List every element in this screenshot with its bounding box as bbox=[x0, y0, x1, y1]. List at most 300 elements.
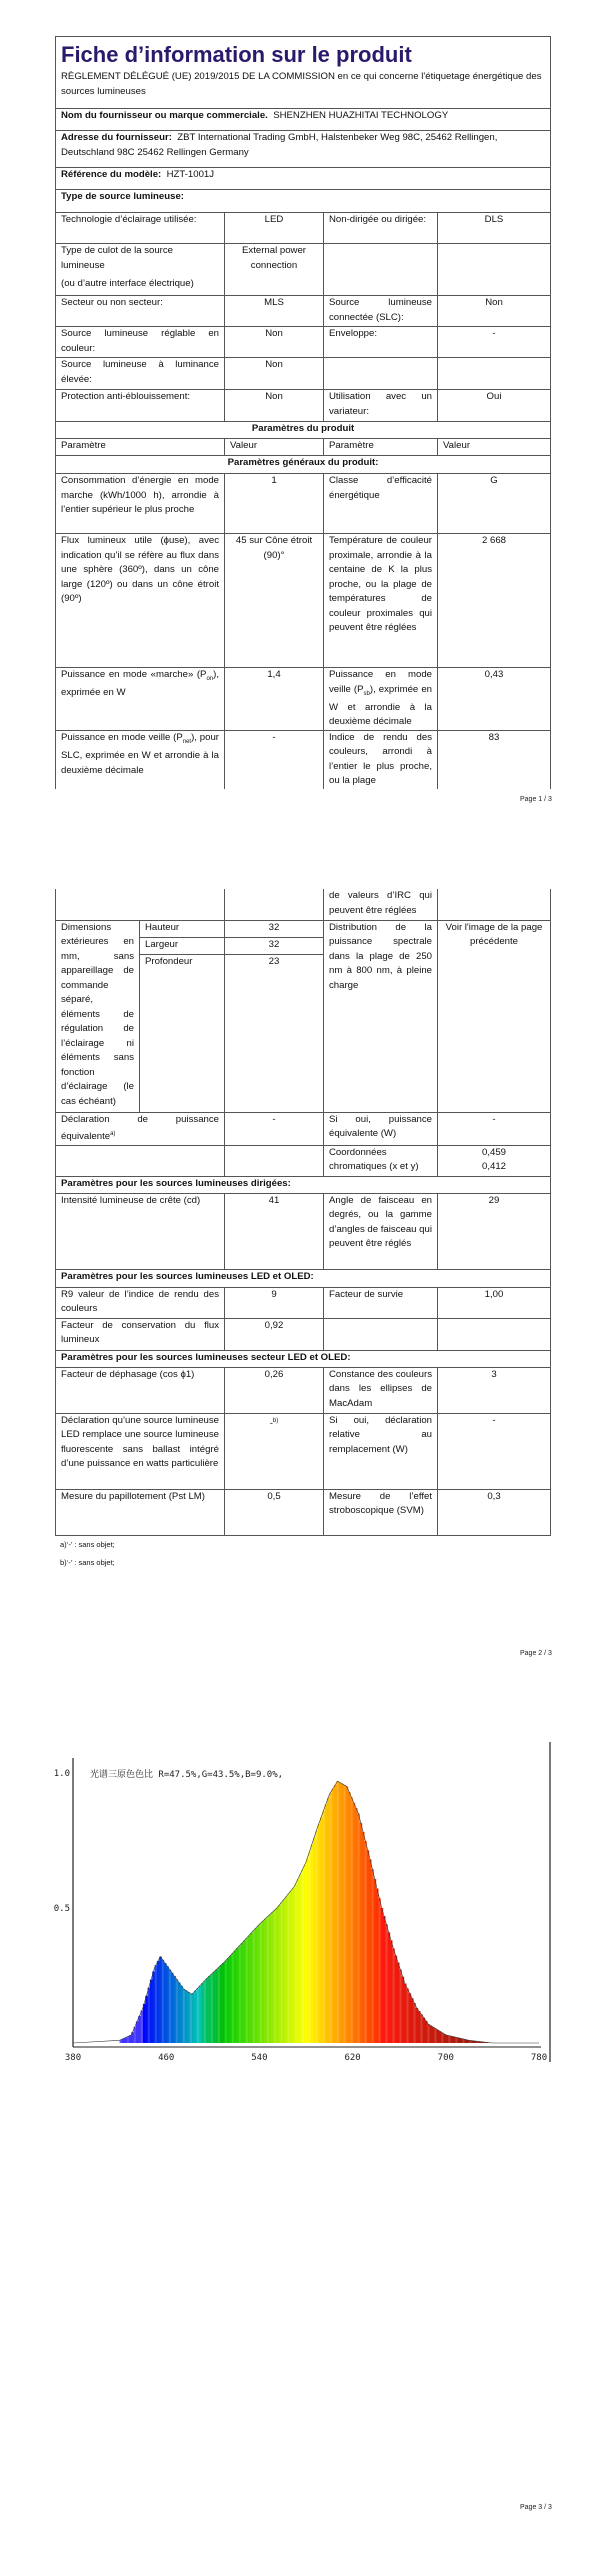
spectrum-bar bbox=[416, 2008, 419, 2043]
spectrum-bar bbox=[224, 1961, 227, 2043]
param-label-line: Type de culot de la source lumineuse bbox=[61, 245, 173, 271]
spectrum-bar bbox=[423, 2018, 426, 2043]
spectrum-bar bbox=[427, 2024, 430, 2043]
header-cell bbox=[56, 37, 551, 109]
address-row bbox=[56, 131, 551, 168]
spectrum-bar bbox=[150, 1980, 153, 2043]
spectrum-bar bbox=[360, 1823, 363, 2043]
param-value: Non bbox=[225, 358, 324, 390]
table-row bbox=[56, 1367, 551, 1413]
column-header-row bbox=[56, 439, 551, 456]
spectrum-bar bbox=[304, 1865, 307, 2043]
spectrum-bar bbox=[378, 1898, 381, 2043]
spectrum-bar bbox=[404, 1984, 407, 2043]
param-label: Coordonnées chromatiques (x et y) bbox=[324, 1145, 438, 1176]
spectrum-bar bbox=[350, 1797, 353, 2043]
empty-cell bbox=[225, 1145, 324, 1176]
spectrum-bar bbox=[332, 1789, 335, 2043]
param-label bbox=[324, 668, 438, 731]
table-row bbox=[56, 1413, 551, 1489]
spectrum-bar bbox=[434, 2028, 437, 2043]
param-value: 45 sur Cône étroit (90)° bbox=[225, 534, 324, 668]
spectrum-bar bbox=[269, 1914, 272, 2043]
spectrum-bar bbox=[290, 1891, 293, 2043]
column-header-param: Paramètre bbox=[56, 439, 225, 456]
product-info-table-page2 bbox=[55, 889, 551, 1536]
param-label: Mesure de l’effet stroboscopique (SVM) bbox=[324, 1489, 438, 1535]
spectrum-bar bbox=[357, 1814, 360, 2044]
spectrum-bar bbox=[313, 1838, 316, 2043]
param-value bbox=[438, 358, 551, 390]
spectrum-bar bbox=[210, 1974, 213, 2043]
empty-cell bbox=[438, 889, 551, 920]
param-label: Dimensions extérieures en mm, sans appareillage de commande séparé, éléments de régulation de l’éclairage ni éléments sans fonction d’éclairage (le cas échéant) bbox=[56, 920, 140, 1112]
spectrum-bar bbox=[192, 1993, 195, 2043]
supplier-row bbox=[56, 109, 551, 131]
param-label: Facteur de déphasage (cos ϕ1) bbox=[56, 1367, 225, 1413]
param-label bbox=[56, 244, 225, 296]
param-value: 41 bbox=[225, 1193, 324, 1269]
spectrum-bar bbox=[355, 1808, 358, 2043]
spectrum-bar bbox=[374, 1879, 377, 2043]
param-label: Non-dirigée ou dirigée: bbox=[324, 213, 438, 244]
spectrum-bar bbox=[341, 1784, 344, 2043]
spectrum-bar bbox=[343, 1785, 346, 2043]
empty-cell bbox=[56, 1145, 225, 1176]
spectrum-bar bbox=[320, 1817, 323, 2043]
mains-title: Paramètres pour les sources lumineuses secteur LED et OLED: bbox=[56, 1350, 551, 1367]
spectrum-bar bbox=[155, 1965, 158, 2043]
spectrum-bar bbox=[292, 1888, 295, 2043]
table-row bbox=[56, 1318, 551, 1350]
spectrum-bar bbox=[301, 1869, 304, 2043]
spectrum-bar bbox=[446, 2035, 449, 2043]
spectrum-bar bbox=[329, 1793, 332, 2043]
param-label bbox=[324, 244, 438, 296]
param-label-line: (ou d’autre interface électrique) bbox=[61, 278, 194, 289]
spectrum-bar bbox=[185, 1991, 188, 2043]
param-value: G bbox=[438, 474, 551, 534]
led-title: Paramètres pour les sources lumineuses LED et OLED: bbox=[56, 1269, 551, 1287]
spectrum-bar bbox=[439, 2031, 442, 2043]
table-row bbox=[56, 889, 551, 920]
param-label: Facteur de survie bbox=[324, 1287, 438, 1318]
page-number: Page 3 / 3 bbox=[520, 2504, 552, 2511]
spectrum-bar bbox=[334, 1785, 337, 2043]
spectrum-bar bbox=[299, 1874, 302, 2043]
spectrum-bar bbox=[234, 1951, 237, 2043]
spectrum-bar bbox=[169, 1970, 172, 2043]
param-label: Secteur ou non secteur: bbox=[56, 296, 225, 327]
param-label: Distribution de la puissance spectrale dans la plage de 250 nm à 800 nm, à pleine charge bbox=[324, 920, 438, 1112]
param-label: Classe d’efficacité énergétique bbox=[324, 474, 438, 534]
dimension-label: Largeur bbox=[140, 937, 225, 954]
param-value bbox=[225, 1413, 324, 1489]
spectrum-bar bbox=[453, 2037, 456, 2043]
spectrum-bar bbox=[259, 1923, 262, 2043]
spectrum-bar bbox=[245, 1938, 248, 2043]
spectrum-bar bbox=[157, 1961, 160, 2043]
param-value: 0,43 bbox=[438, 668, 551, 731]
spectrum-bar bbox=[297, 1879, 300, 2043]
spectrum-bar bbox=[311, 1845, 314, 2043]
param-value bbox=[438, 1145, 551, 1176]
param-value bbox=[438, 1318, 551, 1350]
spectrum-bar bbox=[145, 1996, 148, 2043]
param-value: 2 668 bbox=[438, 534, 551, 668]
spectrum-bar bbox=[294, 1884, 297, 2043]
table-row bbox=[56, 1145, 551, 1176]
spectrum-bar bbox=[322, 1811, 325, 2043]
footnote-b: b)‘-’ : sans objet; bbox=[60, 1558, 115, 1567]
param-value: - bbox=[438, 327, 551, 358]
spectrum-bar bbox=[364, 1841, 367, 2043]
param-value: 1,4 bbox=[225, 668, 324, 731]
table-row bbox=[56, 668, 551, 731]
spectrum-bar bbox=[208, 1976, 211, 2043]
param-label bbox=[56, 730, 225, 789]
param-label: Si oui, puissance équivalente (W) bbox=[324, 1112, 438, 1145]
x-tick-label: 780 bbox=[530, 2053, 548, 2063]
spectrum-bar bbox=[178, 1983, 181, 2043]
spectrum-bar bbox=[229, 1956, 232, 2043]
spectrum-bar bbox=[353, 1803, 356, 2043]
spectrum-bar bbox=[381, 1908, 384, 2043]
y-tick-label: 0.5 bbox=[53, 1904, 70, 1914]
spectrum-bar bbox=[215, 1970, 218, 2043]
x-tick-label: 380 bbox=[64, 2053, 82, 2063]
spectrum-bar bbox=[383, 1916, 386, 2043]
spectrum-bar bbox=[152, 1971, 155, 2043]
spectrum-bar bbox=[148, 1988, 151, 2043]
param-value: 1,00 bbox=[438, 1287, 551, 1318]
param-value: Non bbox=[225, 327, 324, 358]
subscript: net bbox=[182, 738, 192, 745]
column-header-value: Valeur bbox=[225, 439, 324, 456]
param-value: - bbox=[438, 1413, 551, 1489]
spectrum-bar bbox=[392, 1949, 395, 2044]
spectrum-bar bbox=[369, 1859, 372, 2043]
spectrum-bar bbox=[367, 1850, 370, 2043]
spectrum-bar bbox=[236, 1948, 239, 2043]
column-header-value: Valeur bbox=[438, 439, 551, 456]
spectrum-bar bbox=[336, 1781, 339, 2043]
spectrum-bar bbox=[129, 2035, 132, 2043]
spectrum-bar bbox=[180, 1986, 183, 2043]
spectrum-bar bbox=[457, 2038, 460, 2043]
spectrum-bar bbox=[425, 2021, 428, 2043]
param-label: Constance des couleurs dans les ellipses de MacAdam bbox=[324, 1367, 438, 1413]
model-value: HZT-1001J bbox=[166, 169, 215, 180]
spectrum-bar bbox=[455, 2037, 458, 2043]
spectrum-bar bbox=[166, 1966, 169, 2043]
spectrum-bar bbox=[266, 1917, 269, 2043]
spectrum-bar bbox=[308, 1852, 311, 2043]
param-value: Voir l'image de la page précédente bbox=[438, 920, 551, 1112]
spectrum-bar bbox=[173, 1976, 176, 2043]
spectrum-bar bbox=[231, 1953, 234, 2043]
spectrum-bar bbox=[388, 1932, 391, 2043]
spectrum-bar bbox=[201, 1983, 204, 2043]
general-title: Paramètres généraux du produit: bbox=[56, 456, 551, 474]
spectrum-bar bbox=[397, 1963, 400, 2043]
param-label: Source lumineuse connectée (SLC): bbox=[324, 296, 438, 327]
spectrum-bar bbox=[448, 2036, 451, 2043]
dimension-label: Hauteur bbox=[140, 920, 225, 937]
spectrum-bar bbox=[429, 2026, 432, 2043]
spectrum-bar bbox=[443, 2034, 446, 2043]
param-value: Oui bbox=[438, 390, 551, 422]
table-row bbox=[56, 1193, 551, 1269]
spectrum-bar bbox=[162, 1960, 165, 2043]
param-value: LED bbox=[225, 213, 324, 244]
spectrum-bar bbox=[385, 1924, 388, 2043]
x-tick-label: 700 bbox=[437, 2053, 454, 2063]
spectrum-bar bbox=[273, 1910, 276, 2043]
param-value: - bbox=[225, 1112, 324, 1145]
param-label bbox=[56, 1112, 225, 1145]
param-label: Protection anti-éblouissement: bbox=[56, 390, 225, 422]
param-value: - bbox=[225, 730, 324, 789]
spectrum-bar bbox=[203, 1981, 206, 2043]
param-label: Angle de faisceau en degrés, ou la gamme d’angles de faisceau qui peuvent être réglés bbox=[324, 1193, 438, 1269]
footnote-a: a)‘-’ : sans objet; bbox=[60, 1540, 115, 1549]
param-value: Non bbox=[438, 296, 551, 327]
spectrum-bar bbox=[399, 1970, 402, 2043]
spectrum-bar bbox=[318, 1824, 321, 2043]
spectrum-bar bbox=[222, 1963, 225, 2043]
text: - bbox=[269, 1417, 273, 1429]
empty-cell bbox=[225, 889, 324, 920]
regulation-text: RÈGLEMENT DÉLÉGUÉ (UE) 2019/2015 DE LA COMMISSION en ce qui concerne l'étiquetage énergétique des sources lumineuses bbox=[61, 71, 542, 97]
param-label: Technologie d’éclairage utilisée: bbox=[56, 213, 225, 244]
table-row bbox=[56, 327, 551, 358]
param-label: Consommation d’énergie en mode marche (kWh/1000 h), arrondie à l’entier supérieur le plus proche bbox=[56, 474, 225, 534]
param-label: de valeurs d’IRC qui peuvent être réglées bbox=[324, 889, 438, 920]
y-tick-label: 1.0 bbox=[53, 1769, 70, 1779]
table-row bbox=[56, 1287, 551, 1318]
text: Puissance en mode «marche» (P bbox=[61, 669, 207, 680]
spectrum-bar bbox=[346, 1787, 349, 2044]
spectrum-bar bbox=[264, 1919, 267, 2043]
spectrum-bar bbox=[143, 2004, 146, 2043]
spectrum-bar bbox=[252, 1931, 255, 2044]
table-row bbox=[56, 213, 551, 244]
page-number: Page 2 / 3 bbox=[520, 1650, 552, 1657]
spectrum-bar bbox=[238, 1946, 241, 2043]
param-value: DLS bbox=[438, 213, 551, 244]
param-value: 29 bbox=[438, 1193, 551, 1269]
spectrum-bar bbox=[280, 1902, 283, 2043]
spectrum-bar bbox=[395, 1956, 398, 2043]
param-value: 83 bbox=[438, 730, 551, 789]
directional-title: Paramètres pour les sources lumineuses dirigées: bbox=[56, 1176, 551, 1193]
text: Puissance en mode veille (P bbox=[329, 669, 432, 695]
spectrum-bar bbox=[250, 1933, 253, 2043]
param-value: 0,92 bbox=[225, 1318, 324, 1350]
table-row bbox=[56, 1489, 551, 1535]
spectrum-bar bbox=[460, 2038, 463, 2043]
spectrum-bar bbox=[315, 1831, 318, 2043]
spectrum-bar bbox=[262, 1921, 265, 2043]
spectrum-bar bbox=[271, 1912, 274, 2043]
spectrum-bar bbox=[190, 1994, 193, 2043]
spectrum-bar bbox=[432, 2027, 435, 2043]
product-info-table-page1 bbox=[55, 36, 551, 789]
spectrum-bar bbox=[278, 1905, 281, 2043]
source-type-title: Type de source lumineuse: bbox=[56, 190, 551, 213]
params-title: Paramètres du produit bbox=[56, 422, 551, 439]
param-value: 0,3 bbox=[438, 1489, 551, 1535]
spectrum-bar bbox=[138, 2016, 141, 2043]
column-header-param: Paramètre bbox=[324, 439, 438, 456]
page-number: Page 1 / 3 bbox=[520, 796, 552, 803]
text: ), pour SLC, exprimée en W et arrondie à la deuxième décimale bbox=[61, 731, 219, 776]
spectrum-bar bbox=[141, 2011, 144, 2043]
spectrum-bar bbox=[164, 1963, 167, 2043]
dimension-value: 23 bbox=[225, 954, 324, 1112]
page-title: Fiche d’information sur le produit bbox=[61, 42, 412, 67]
spectrum-bar bbox=[450, 2036, 453, 2043]
supplier-value: SHENZHEN HUAZHITAI TECHNOLOGY bbox=[273, 110, 449, 121]
footnote-ref: b) bbox=[272, 1417, 279, 1424]
spectrum-bar bbox=[136, 2021, 139, 2043]
table-row bbox=[56, 920, 551, 937]
spectrum-bar bbox=[406, 1988, 409, 2043]
spectrum-bar bbox=[176, 1979, 179, 2043]
spectrum-bar bbox=[402, 1977, 405, 2043]
param-label bbox=[324, 1318, 438, 1350]
param-label: Facteur de conservation du flux lumineux bbox=[56, 1318, 225, 1350]
param-value: 1 bbox=[225, 474, 324, 534]
param-value: 9 bbox=[225, 1287, 324, 1318]
model-row bbox=[56, 168, 551, 190]
param-value: Non bbox=[225, 390, 324, 422]
spectrum-bar bbox=[243, 1941, 246, 2043]
spectrum-bar bbox=[420, 2014, 423, 2043]
text: Déclaration de puissance équivalente bbox=[61, 1113, 219, 1143]
x-tick-label: 460 bbox=[158, 2053, 175, 2063]
param-label: Source lumineuse réglable en couleur: bbox=[56, 327, 225, 358]
footnote-ref: a) bbox=[110, 1131, 116, 1137]
spectrum-bar bbox=[436, 2030, 439, 2043]
dimension-value: 32 bbox=[225, 920, 324, 937]
spectrum-bar bbox=[462, 2039, 465, 2043]
chromaticity-y: 0,412 bbox=[481, 1161, 506, 1173]
spectrum-bar bbox=[187, 1992, 190, 2043]
x-tick-label: 620 bbox=[344, 2053, 361, 2063]
model-label: Référence du modèle: bbox=[61, 169, 162, 180]
table-row bbox=[56, 296, 551, 327]
spectrum-bar bbox=[276, 1908, 279, 2043]
spectrum-bar bbox=[306, 1859, 309, 2043]
spectrum-bar bbox=[371, 1869, 374, 2043]
spectrum-bar bbox=[376, 1889, 379, 2043]
spectrum-bar bbox=[124, 2038, 127, 2043]
spectrum-bar bbox=[390, 1940, 393, 2043]
spectrum-bar bbox=[227, 1958, 230, 2043]
subscript: on bbox=[206, 675, 214, 682]
spectrum-bar bbox=[287, 1894, 290, 2043]
supplier-label: Nom du fournisseur ou marque commerciale. bbox=[61, 110, 268, 121]
param-label: Flux lumineux utile (ɸuse), avec indication qu’il se réfère au flux dans une sphère (360º), dans un cône large (120º) ou dans un cône étroit (90º) bbox=[56, 534, 225, 668]
spectrum-bar bbox=[159, 1957, 162, 2043]
param-label: Indice de rendu des couleurs, arrondi à l’entier le plus proche, ou la plage bbox=[324, 730, 438, 789]
spectrum-bar bbox=[325, 1804, 328, 2043]
param-label: Déclaration qu’une source lumineuse LED remplace une source lumineuse fluorescente sans ballast intégré d’une puissance en watts particulière bbox=[56, 1413, 225, 1489]
chromaticity-x: 0,459 bbox=[481, 1146, 506, 1158]
spectrum-bar bbox=[171, 1973, 174, 2043]
spectrum-bar bbox=[199, 1986, 202, 2043]
spectrum-bar bbox=[418, 2011, 421, 2043]
spectrum-bar bbox=[327, 1798, 330, 2043]
param-value: 0,5 bbox=[225, 1489, 324, 1535]
param-label: Enveloppe: bbox=[324, 327, 438, 358]
address-label: Adresse du fournisseur: bbox=[61, 132, 172, 143]
param-value: External power connection bbox=[225, 244, 324, 296]
param-label: Utilisation avec un variateur: bbox=[324, 390, 438, 422]
spectrum-bar bbox=[127, 2037, 130, 2043]
spectrum-bar bbox=[213, 1972, 216, 2043]
table-row bbox=[56, 358, 551, 390]
spectrum-bar bbox=[362, 1832, 365, 2043]
spectrum-bar bbox=[413, 2003, 416, 2043]
param-label: Intensité lumineuse de crête (cd) bbox=[56, 1193, 225, 1269]
spectrum-bar bbox=[441, 2033, 444, 2043]
text: Puissance en mode veille (P bbox=[61, 731, 183, 743]
spectrum-bar bbox=[348, 1792, 351, 2043]
address-value: ZBT International Trading GmbH, Halstenbeker Weg 98C, 25462 Rellingen, Deutschland 98C 25462 Rellingen Germany bbox=[61, 132, 498, 158]
param-label: Mesure du papillotement (Pst LM) bbox=[56, 1489, 225, 1535]
spectrum-bar bbox=[257, 1925, 260, 2043]
chart-title: 光谱三原色色比 R=47.5%,G=43.5%,B=9.0%, bbox=[90, 1770, 284, 1780]
spectrum-bar bbox=[248, 1936, 251, 2043]
table-row bbox=[56, 390, 551, 422]
spectrum-bar bbox=[409, 1993, 412, 2043]
param-label bbox=[56, 668, 225, 731]
spectrum-bar bbox=[183, 1989, 186, 2043]
spectrum-bar bbox=[206, 1978, 209, 2043]
spectrum-bar bbox=[283, 1899, 286, 2043]
x-tick-label: 540 bbox=[251, 2053, 268, 2063]
param-label: Si oui, déclaration relative au remplacement (W) bbox=[324, 1413, 438, 1489]
spectrum-bar bbox=[220, 1965, 223, 2043]
param-label bbox=[324, 358, 438, 390]
spectrum-bar bbox=[339, 1782, 342, 2043]
table-row bbox=[56, 534, 551, 668]
text: ), exprimée en W et arrondie à la deuxième décimale bbox=[329, 683, 432, 728]
param-label: R9 valeur de l’indice de rendu des couleurs bbox=[56, 1287, 225, 1318]
subscript: sb bbox=[363, 690, 370, 697]
param-value bbox=[438, 244, 551, 296]
param-value: 0,26 bbox=[225, 1367, 324, 1413]
spectrum-bar bbox=[196, 1988, 199, 2043]
param-label: Température de couleur proximale, arrondie à la centaine de K la plus proche, ou la plage de températures de couleur proximales qui peuvent être réglées bbox=[324, 534, 438, 668]
dimension-label: Profondeur bbox=[140, 954, 225, 1112]
table-row bbox=[56, 244, 551, 296]
table-row bbox=[56, 730, 551, 789]
spectrum-bar bbox=[255, 1928, 258, 2043]
param-label: Source lumineuse à luminance élevée: bbox=[56, 358, 225, 390]
param-value: MLS bbox=[225, 296, 324, 327]
text: ), exprimée en W bbox=[61, 669, 219, 699]
table-row bbox=[56, 474, 551, 534]
spectrum-bar bbox=[285, 1896, 288, 2043]
empty-cell bbox=[56, 889, 225, 920]
param-value: - bbox=[438, 1112, 551, 1145]
spectrum-bar bbox=[411, 1998, 414, 2043]
param-value: 3 bbox=[438, 1367, 551, 1413]
